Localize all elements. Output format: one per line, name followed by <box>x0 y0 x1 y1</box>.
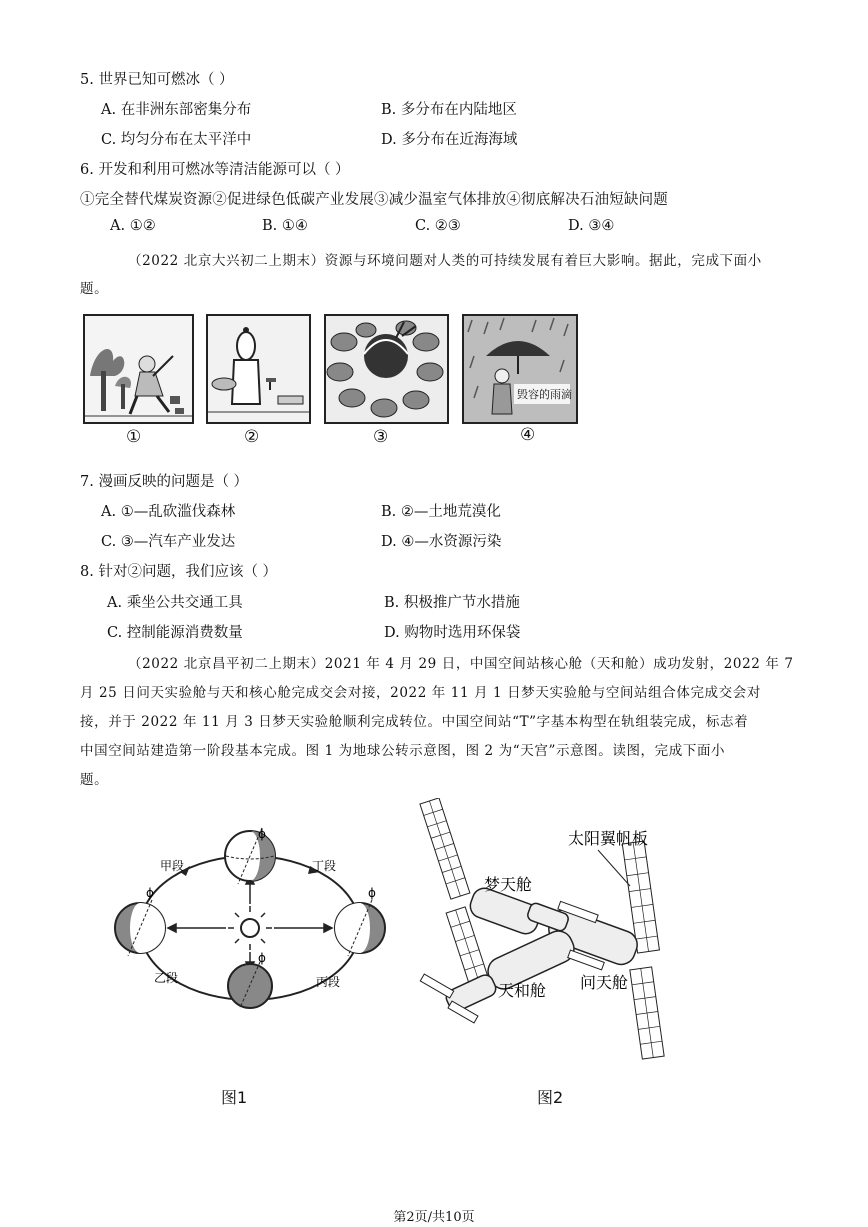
q8-stem: 8. 针对②问题，我们应该（ ） <box>80 564 278 580</box>
q5-option-c[interactable]: C. 均匀分布在太平洋中 <box>101 132 252 148</box>
figure1-caption: 图1 <box>221 1088 248 1107</box>
q6-option-d[interactable]: D. ③④ <box>568 218 615 234</box>
q7-option-d[interactable]: D. ④—水资源污染 <box>381 534 502 550</box>
passage2-line3: 接，并于 2022 年 11 月 3 日梦天实验舱顺利完成转位。中国空间站“T”字基本构型在轨组装完成，标志着 <box>80 714 749 730</box>
passage1-line2: 题。 <box>80 281 109 297</box>
axis-symbol-right: ϕ <box>368 886 376 900</box>
cartoon-acid-rain <box>462 314 578 424</box>
q6-option-b[interactable]: B. ①④ <box>262 218 308 234</box>
label-solar-panel: 太阳翼帆板 <box>568 829 649 848</box>
segment-jia: 甲段 <box>160 859 185 873</box>
passage1-line1: （2022 北京大兴初二上期末）资源与环境问题对人类的可持续发展有着巨大影响。据此，完成下面小 <box>128 253 762 269</box>
q7-option-b[interactable]: B. ②—土地荒漠化 <box>381 504 501 520</box>
axis-symbol-bottom: ϕ <box>258 951 266 965</box>
cartoon-label-1: ① <box>126 427 142 447</box>
segment-yi: 乙段 <box>154 971 179 985</box>
cartoon-cars <box>324 314 449 424</box>
segment-bing: 丙段 <box>316 975 341 989</box>
figure2-caption: 图2 <box>537 1088 564 1107</box>
q6-option-c[interactable]: C. ②③ <box>415 218 461 234</box>
rain-caption: 毁容的雨滴 <box>517 388 572 401</box>
q5-option-d[interactable]: D. 多分布在近海海域 <box>381 132 518 148</box>
label-tianhe: 天和舱 <box>498 981 547 1000</box>
segment-ding: 丁段 <box>312 859 337 873</box>
label-wentian: 问天舱 <box>580 973 629 992</box>
label-mengtian: 梦天舱 <box>484 875 533 894</box>
q8-option-c[interactable]: C. 控制能源消费数量 <box>107 625 243 641</box>
cartoon-label-2: ② <box>244 427 260 447</box>
page-footer: 第2页/共10页 <box>393 1210 475 1225</box>
passage2-line2: 月 25 日问天实验舱与天和核心舱完成交会对接，2022 年 11 月 1 日梦天实验舱与空间站组合体完成交会对 <box>80 685 761 701</box>
q8-option-a[interactable]: A. 乘坐公共交通工具 <box>107 595 243 611</box>
passage2-line5: 题。 <box>80 772 109 788</box>
passage2-line4: 中国空间站建造第一阶段基本完成。图 1 为地球公转示意图，图 2 为“天宫”示意图。读图，完成下面小 <box>80 743 726 759</box>
axis-symbol-left: ϕ <box>146 886 154 900</box>
q6-statements: ①完全替代煤炭资源②促进绿色低碳产业发展③减少温室气体排放④彻底解决石油短缺问题 <box>80 192 668 208</box>
figure1-earth-revolution <box>100 820 400 1010</box>
cartoon-label-3: ③ <box>373 427 389 447</box>
q8-option-b[interactable]: B. 积极推广节水措施 <box>384 595 520 611</box>
q6-stem: 6. 开发和利用可燃冰等清洁能源可以（ ） <box>80 162 350 178</box>
figure2-tiangong <box>408 798 670 1068</box>
q7-option-a[interactable]: A. ①—乱砍滥伐森林 <box>101 504 236 520</box>
q6-option-a[interactable]: A. ①② <box>110 218 156 234</box>
q7-stem: 7. 漫画反映的问题是（ ） <box>80 474 249 490</box>
cartoon-water <box>206 314 311 424</box>
axis-symbol-top: ϕ <box>258 827 266 841</box>
q5-option-b[interactable]: B. 多分布在内陆地区 <box>381 102 517 118</box>
q8-option-d[interactable]: D. 购物时选用环保袋 <box>384 625 521 641</box>
passage2-line1: （2022 北京昌平初二上期末）2021 年 4 月 29 日，中国空间站核心舱（天和舱）成功发射，2022 年 7 <box>128 656 794 672</box>
cartoon-deforestation <box>83 314 194 424</box>
q7-option-c[interactable]: C. ③—汽车产业发达 <box>101 534 236 550</box>
cartoon-label-4: ④ <box>520 425 536 445</box>
q5-stem: 5. 世界已知可燃冰（ ） <box>80 72 234 88</box>
q5-option-a[interactable]: A. 在非洲东部密集分布 <box>101 102 252 118</box>
